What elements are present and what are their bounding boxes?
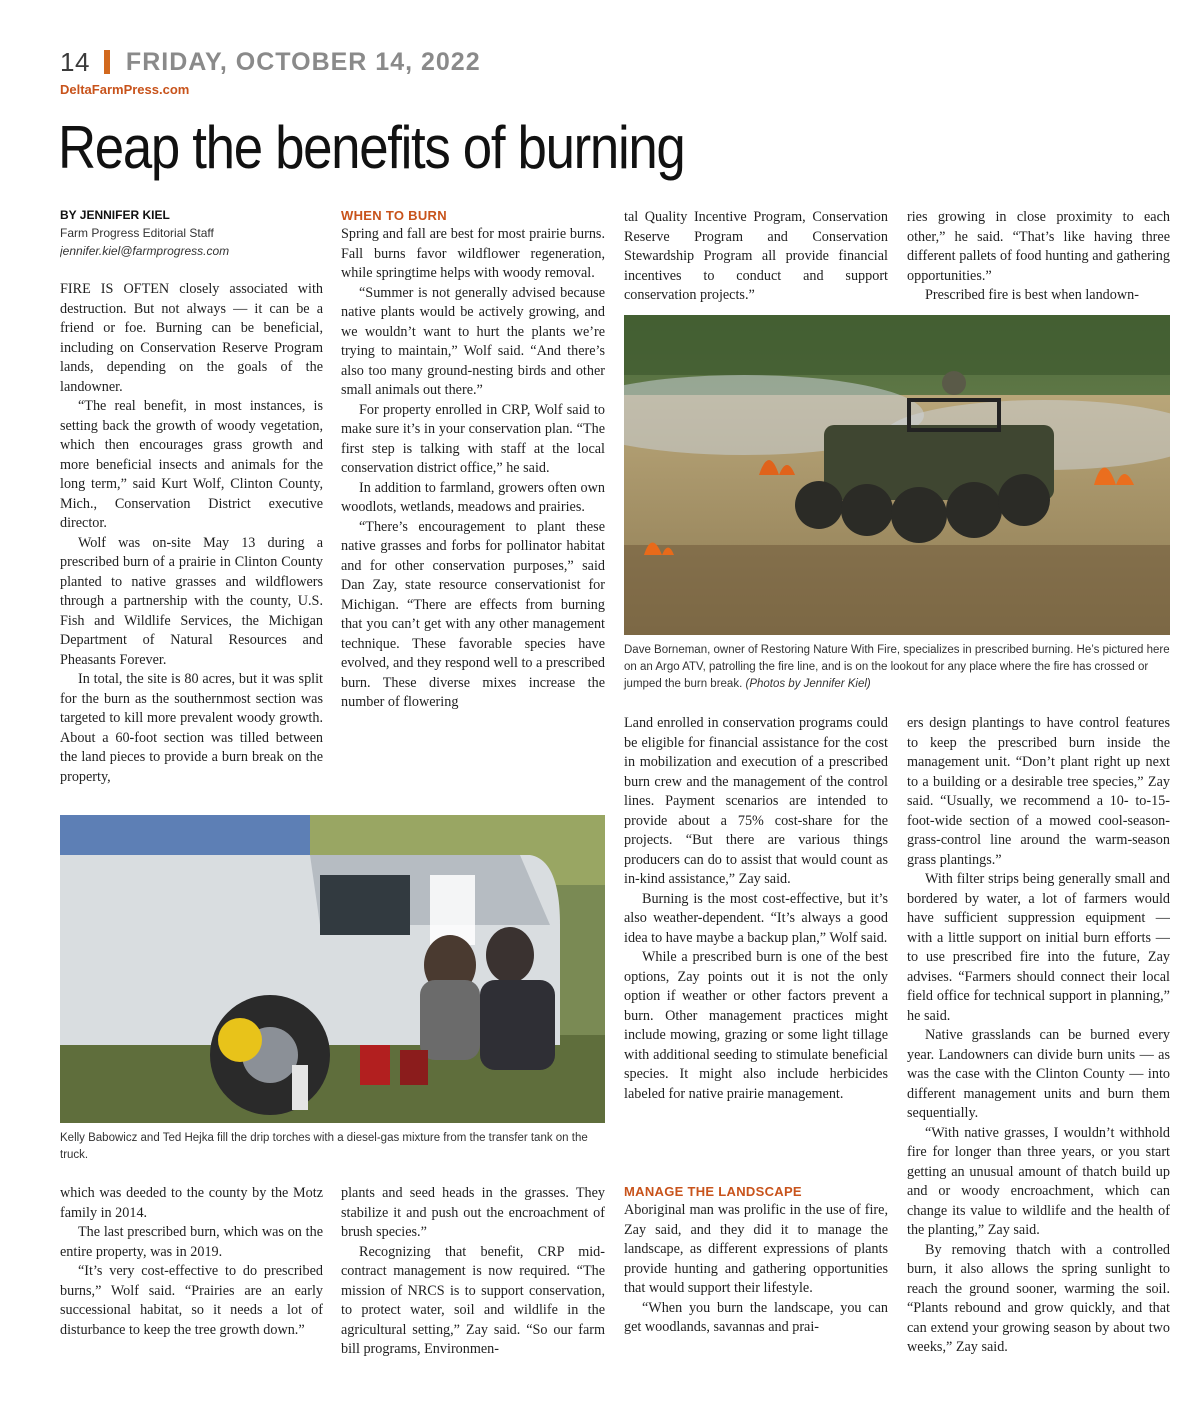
paragraph: In addition to farmland, growers often own woodlots, wetlands, meadows and prairies.	[341, 479, 605, 515]
column-2-top	[341, 208, 605, 798]
issue-date: FRIDAY, OCTOBER 14, 2022	[125, 47, 481, 76]
atv-burn-photo	[624, 315, 1170, 635]
paragraph: For property enrolled in CRP, Wolf said to make sure it’s in your conservation plan. “The first step is talking with staff at the local conservation district office,” he said.	[341, 401, 605, 476]
photo-credit: (Photos by Jennifer Kiel)	[745, 678, 871, 690]
article-headline: Reap the benefits of burning	[58, 114, 685, 181]
site-link[interactable]: DeltaFarmPress.com	[60, 82, 190, 97]
column-2-bottom	[341, 1184, 605, 1364]
header-divider-bar	[104, 50, 110, 74]
author-email[interactable]: jennifer.kiel@farmprogress.com	[60, 244, 230, 258]
section-subhead: WHEN TO BURN	[341, 208, 447, 223]
paragraph: “When you burn the landscape, you can get woodlands, savannas and prai-	[624, 1299, 888, 1335]
column-3-bottom	[624, 1184, 888, 1364]
paragraph: FIRE IS OFTEN closely associated with destruction. But not always — it can be a friend or foe. Burning can be beneficial, including on Conservation Reserve Program lands, depending on the goals of the landowner.	[60, 281, 323, 395]
page-header	[60, 44, 481, 80]
paragraph: “There’s encouragement to plant these native grasses and forbs for pollinator habitat and for other conservation purposes,” said Dan Zay, state resource conservationist for Michigan. “There are effects from burning that you can’t get with any other management technique. These favorable species have evolved, and they respond well to a prescribed burn. These diverse mixes increase the number of flowering	[341, 518, 605, 710]
paragraph: plants and seed heads in the grasses. They stabilize it and push out the encroachment of brush species.”	[341, 1185, 605, 1240]
paragraph: While a prescribed burn is one of the best options, Zay points out it is not the only option if weather or other factors prevent a burn. Other management practices might include mowing, grazing or some light tillage with additional seeding to stimulate beneficial species. It might also include herbicides labeled for native prairie management.	[624, 949, 888, 1102]
paragraph: Aboriginal man was prolific in the use of fire, Zay said, and they did it to manage the landscape, as different expressions of plants provide hunting and gathering opportunities that would support their lifestyle.	[624, 1202, 888, 1296]
paragraph: Recognizing that benefit, CRP mid-contract management is now required. “The mission of NRCS is to support conservation, to protect water, soil and wildlife in the agricultural setting,” Zay said. “So our farm bill programs, Environmen-	[341, 1243, 605, 1357]
paragraph: ers design plantings to have control features to keep the prescribed burn inside the management unit. “Don’t plant right up next to a building or a desirable tree species,” Zay said. “Usually, we recommend a 10- to-15-foot-wide section of a mowed cool-season-grass-control line around the warm-season grass plantings.”	[907, 715, 1170, 868]
column-1-bottom	[60, 1184, 323, 1364]
paragraph: By removing thatch with a controlled burn, it also allows the spring sunlight to reach the ground sooner, warming the soil. “Plants rebound and grow quickly, and that can extend your growing season by about two weeks,” Zay said.	[907, 1241, 1170, 1355]
paragraph: Burning is the most cost-effective, but it’s also weather-dependent. “It’s always a good idea to have maybe a backup plan,” Wolf said.	[624, 890, 888, 946]
paragraph: Native grasslands can be burned every year. Landowners can divide burn units — as was the case with the Clinton County — into different management units and burn them sequentially.	[907, 1027, 1170, 1121]
section-subhead: MANAGE THE LANDSCAPE	[624, 1184, 802, 1199]
photo-2-caption: Kelly Babowicz and Ted Hejka fill the drip torches with a diesel-gas mixture from the transfer tank on the truck.	[60, 1132, 588, 1161]
paragraph: “It’s very cost-effective to do prescribed burns,” Wolf said. “Prairies are an early successional habitat, so it needs a lot of disturbance to keep the tree growth down.”	[60, 1263, 323, 1338]
column-4-bottom	[907, 714, 1170, 1364]
paragraph: With filter strips being generally small and bordered by water, a lot of farmers would have sufficient suppression equipment — with a little support on initial burn efforts — to use prescribed fire into the future, Zay advises. “Farmers should connect their local field office for technical support in planning,” he said.	[907, 871, 1170, 1024]
byline: BY JENNIFER KIEL	[60, 208, 170, 222]
paragraph: “The real benefit, in most instances, is setting back the growth of woody vegetation, which then encourages grass growth and more beneficial insects and animals for the long term,” said Kurt Wolf, Clinton County, Mich., Conservation District executive director.	[60, 398, 323, 531]
photo-1-caption	[624, 642, 1170, 693]
column-3-middle	[624, 714, 888, 1174]
paragraph: tal Quality Incentive Program, Conservation Reserve Program and Conservation Stewardship Program all provide financial incentives to conduct and support conservation projects.”	[624, 209, 888, 303]
paragraph: “With native grasses, I wouldn’t withhold fire for longer than three years, or you start getting an unusual amount of thatch build up and or woody encroachment, which can change its value to wildlife and the health of the planting,” Zay said.	[907, 1124, 1170, 1238]
paragraph: Spring and fall are best for most prairie burns. Fall burns favor wildflower regeneration, while springtime helps with woody removal.	[341, 226, 605, 281]
paragraph: “Summer is not generally advised because native plants would be actively growing, and we wouldn’t want to hurt the plants we’re trying to maintain,” Wolf said. “And there’s also too many ground-nesting birds and other small animals out there.”	[341, 284, 605, 398]
column-3-top	[624, 208, 888, 308]
column-4-top	[907, 208, 1170, 308]
column-1-top	[60, 208, 323, 798]
paragraph: Prescribed fire is best when landown-	[925, 287, 1139, 303]
paragraph: Wolf was on-site May 13 during a prescribed burn of a prairie in Clinton County planted to native grasses and wildflowers through a partnership with the county, U.S. Fish and Wildlife Services, the Michigan Department of Natural Resources and Pheasants Forever.	[60, 534, 323, 668]
page-number: 14	[60, 46, 90, 77]
paragraph: In total, the site is 80 acres, but it was split for the burn as the southernmost section was targeted to kill more prevalent woody growth. About a 60-foot section was tilled between the land pieces to provide a burn break on the property,	[60, 671, 323, 785]
paragraph: Land enrolled in conservation programs could be eligible for financial assistance for the cost in mobilization and execution of a prescribed burn crew and the management of the control lines. Payment scenarios are intended to provide about a 75% cost-share for the projects. “But there are various things producers can do to assist that would count as in-kind assistance,” Zay said.	[624, 715, 888, 887]
author-title: Farm Progress Editorial Staff	[60, 226, 214, 240]
caption-text: Dave Borneman, owner of Restoring Nature With Fire, specializes in prescribed burning. He’s pictured here on an Argo ATV, patrolling the fire line, and is on the lookout for any place where the fire has crossed or jumped the burn break.	[624, 644, 1170, 690]
paragraph: The last prescribed burn, which was on the entire property, was in 2019.	[60, 1224, 323, 1260]
paragraph: ries growing in close proximity to each other,” he said. “That’s like having three different pallets of food hunting and gathering opportunities.”	[907, 209, 1170, 284]
truck-drip-torch-photo	[60, 815, 605, 1123]
paragraph: which was deeded to the county by the Motz family in 2014.	[60, 1185, 323, 1221]
